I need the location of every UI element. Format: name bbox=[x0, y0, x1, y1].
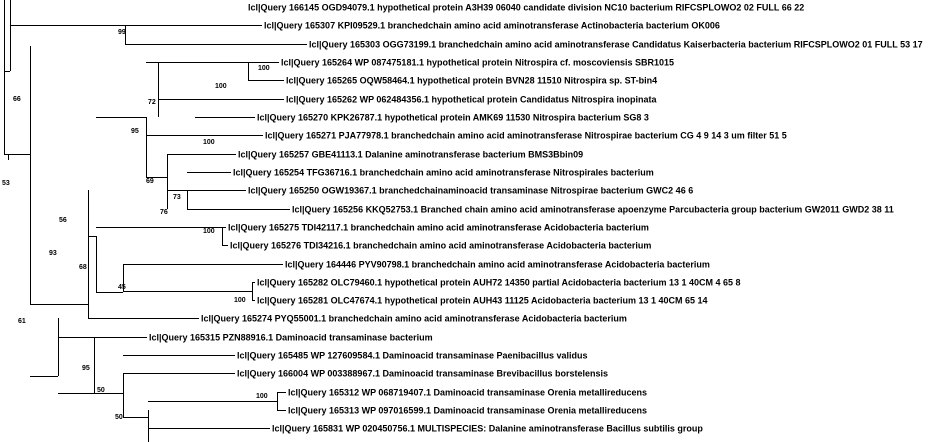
bootstrap-value: 95 bbox=[131, 128, 139, 135]
bootstrap-value: 100 bbox=[258, 65, 270, 72]
leaf-label: lcl|Query 165262 WP 062484356.1 hypothetical protein Candidatus Nitrospira inopinata bbox=[286, 94, 657, 105]
leaf-label: lcl|Query 165831 WP 020450756.1 MULTISPECIES: Dalanine aminotransferase Bacillus subtilis group bbox=[272, 423, 703, 434]
bootstrap-value: 68 bbox=[79, 264, 87, 271]
tree-labels bbox=[2, 3, 923, 434]
leaf-label: lcl|Query 165282 OLC79460.1 hypothetical protein AUH72 14350 partial Acidobacteria bacterium 13 1 40CM 4 65 8 bbox=[257, 277, 741, 288]
leaf-label: lcl|Query 165265 OQW58464.1 hypothetical protein BVN28 11510 Nitrospira sp. ST-bin4 bbox=[286, 75, 658, 86]
leaf-label: lcl|Query 165303 OGG73199.1 branchedchain amino acid aminotransferase Candidatus Kaiserbacteria bacterium RIFCSPLOWO2 01 FULL 53 17 bbox=[309, 39, 923, 50]
leaf-label: lcl|Query 165313 WP 097016599.1 Daminoacid transaminase Orenia metallireducens bbox=[288, 405, 648, 416]
leaf-label: lcl|Query 165254 TFG36716.1 branchedchain amino acid aminotransferase Nitrospirales bacterium bbox=[233, 167, 654, 178]
bootstrap-value: 76 bbox=[160, 209, 168, 216]
bootstrap-value: 45 bbox=[118, 284, 126, 291]
bootstrap-value: 50 bbox=[97, 387, 105, 394]
bootstrap-value: 50 bbox=[115, 414, 123, 421]
leaf-label: lcl|Query 165270 KPK26787.1 hypothetical protein AMK69 11530 Nitrospira bacterium SG8 3 bbox=[257, 112, 649, 123]
leaf-label: lcl|Query 165257 GBE41113.1 Dalanine aminotransferase bacterium BMS3Bbin09 bbox=[238, 149, 584, 160]
bootstrap-value: 100 bbox=[256, 393, 268, 400]
leaf-label: lcl|Query 165276 TDI34216.1 branchedchain amino acid aminotransferase Acidobacteria bacterium bbox=[230, 240, 652, 251]
bootstrap-value: 73 bbox=[173, 194, 181, 201]
bootstrap-value: 61 bbox=[18, 318, 26, 325]
bootstrap-value: 99 bbox=[118, 29, 126, 36]
leaf-label: lcl|Query 166145 OGD94079.1 hypothetical protein A3H39 06040 candidate division NC10 bacterium RIFCSPLOWO2 02 FULL 66 22 bbox=[248, 2, 805, 13]
leaf-label: lcl|Query 165275 TDI42117.1 branchedchain amino acid aminotransferase Acidobacteria bacterium bbox=[228, 222, 649, 233]
bootstrap-value: 72 bbox=[148, 99, 156, 106]
bootstrap-value: 95 bbox=[82, 365, 90, 372]
bootstrap-value: 100 bbox=[203, 139, 215, 146]
leaf-label: lcl|Query 164446 PYV90798.1 branchedchain amino acid aminotransferase Acidobacteria bacterium bbox=[285, 259, 710, 270]
bootstrap-value: 100 bbox=[215, 83, 227, 90]
leaf-label: lcl|Query 165307 KPI09529.1 branchedchain amino acid aminotransferase Actinobacteria bacterium OK006 bbox=[264, 20, 720, 31]
bootstrap-value: 66 bbox=[13, 96, 21, 103]
leaf-label: lcl|Query 165250 OGW19367.1 branchedchainaminoacid transaminase Nitrospirae bacterium GWC2 46 6 bbox=[248, 185, 694, 196]
leaf-label: lcl|Query 165315 PZN88916.1 Daminoacid transaminase bacterium bbox=[149, 332, 433, 343]
leaf-label: lcl|Query 165264 WP 087475181.1 hypothetical protein Nitrospira cf. moscoviensis SBR1015 bbox=[281, 57, 675, 68]
leaf-label: lcl|Query 165485 WP 127609584.1 Daminoacid transaminase Paenibacillus validus bbox=[237, 350, 588, 361]
bootstrap-value: 100 bbox=[203, 228, 215, 235]
leaf-label: lcl|Query 165312 WP 068719407.1 Daminoacid transaminase Orenia metallireducens bbox=[288, 387, 648, 398]
leaf-label: lcl|Query 165281 OLC47674.1 hypothetical protein AUH43 11125 Acidobacteria bacterium 13 1 40CM 65 14 bbox=[257, 295, 708, 306]
bootstrap-value: 69 bbox=[146, 178, 154, 185]
bootstrap-value: 53 bbox=[2, 180, 10, 187]
bootstrap-value: 56 bbox=[59, 217, 67, 224]
bootstrap-value: 100 bbox=[234, 297, 246, 304]
leaf-label: lcl|Query 165271 PJA77978.1 branchedchain amino acid aminotransferase Nitrospirae bacterium CG 4 9 14 3 um filter 51 5 bbox=[265, 130, 787, 141]
bootstrap-value: 93 bbox=[49, 250, 57, 257]
leaf-label: lcl|Query 165274 PYQ55001.1 branchedchain amino acid aminotransferase Acidobacteria bacterium bbox=[201, 313, 627, 324]
leaf-label: lcl|Query 165256 KKQ52753.1 Branched chain amino acid aminotransferase apoenzyme Parcubacteria group bacterium GW2011 GWD2 38 11 bbox=[292, 204, 894, 215]
leaf-label: lcl|Query 166004 WP 003388967.1 Daminoacid transaminase Brevibacillus borstelensis bbox=[237, 368, 609, 379]
